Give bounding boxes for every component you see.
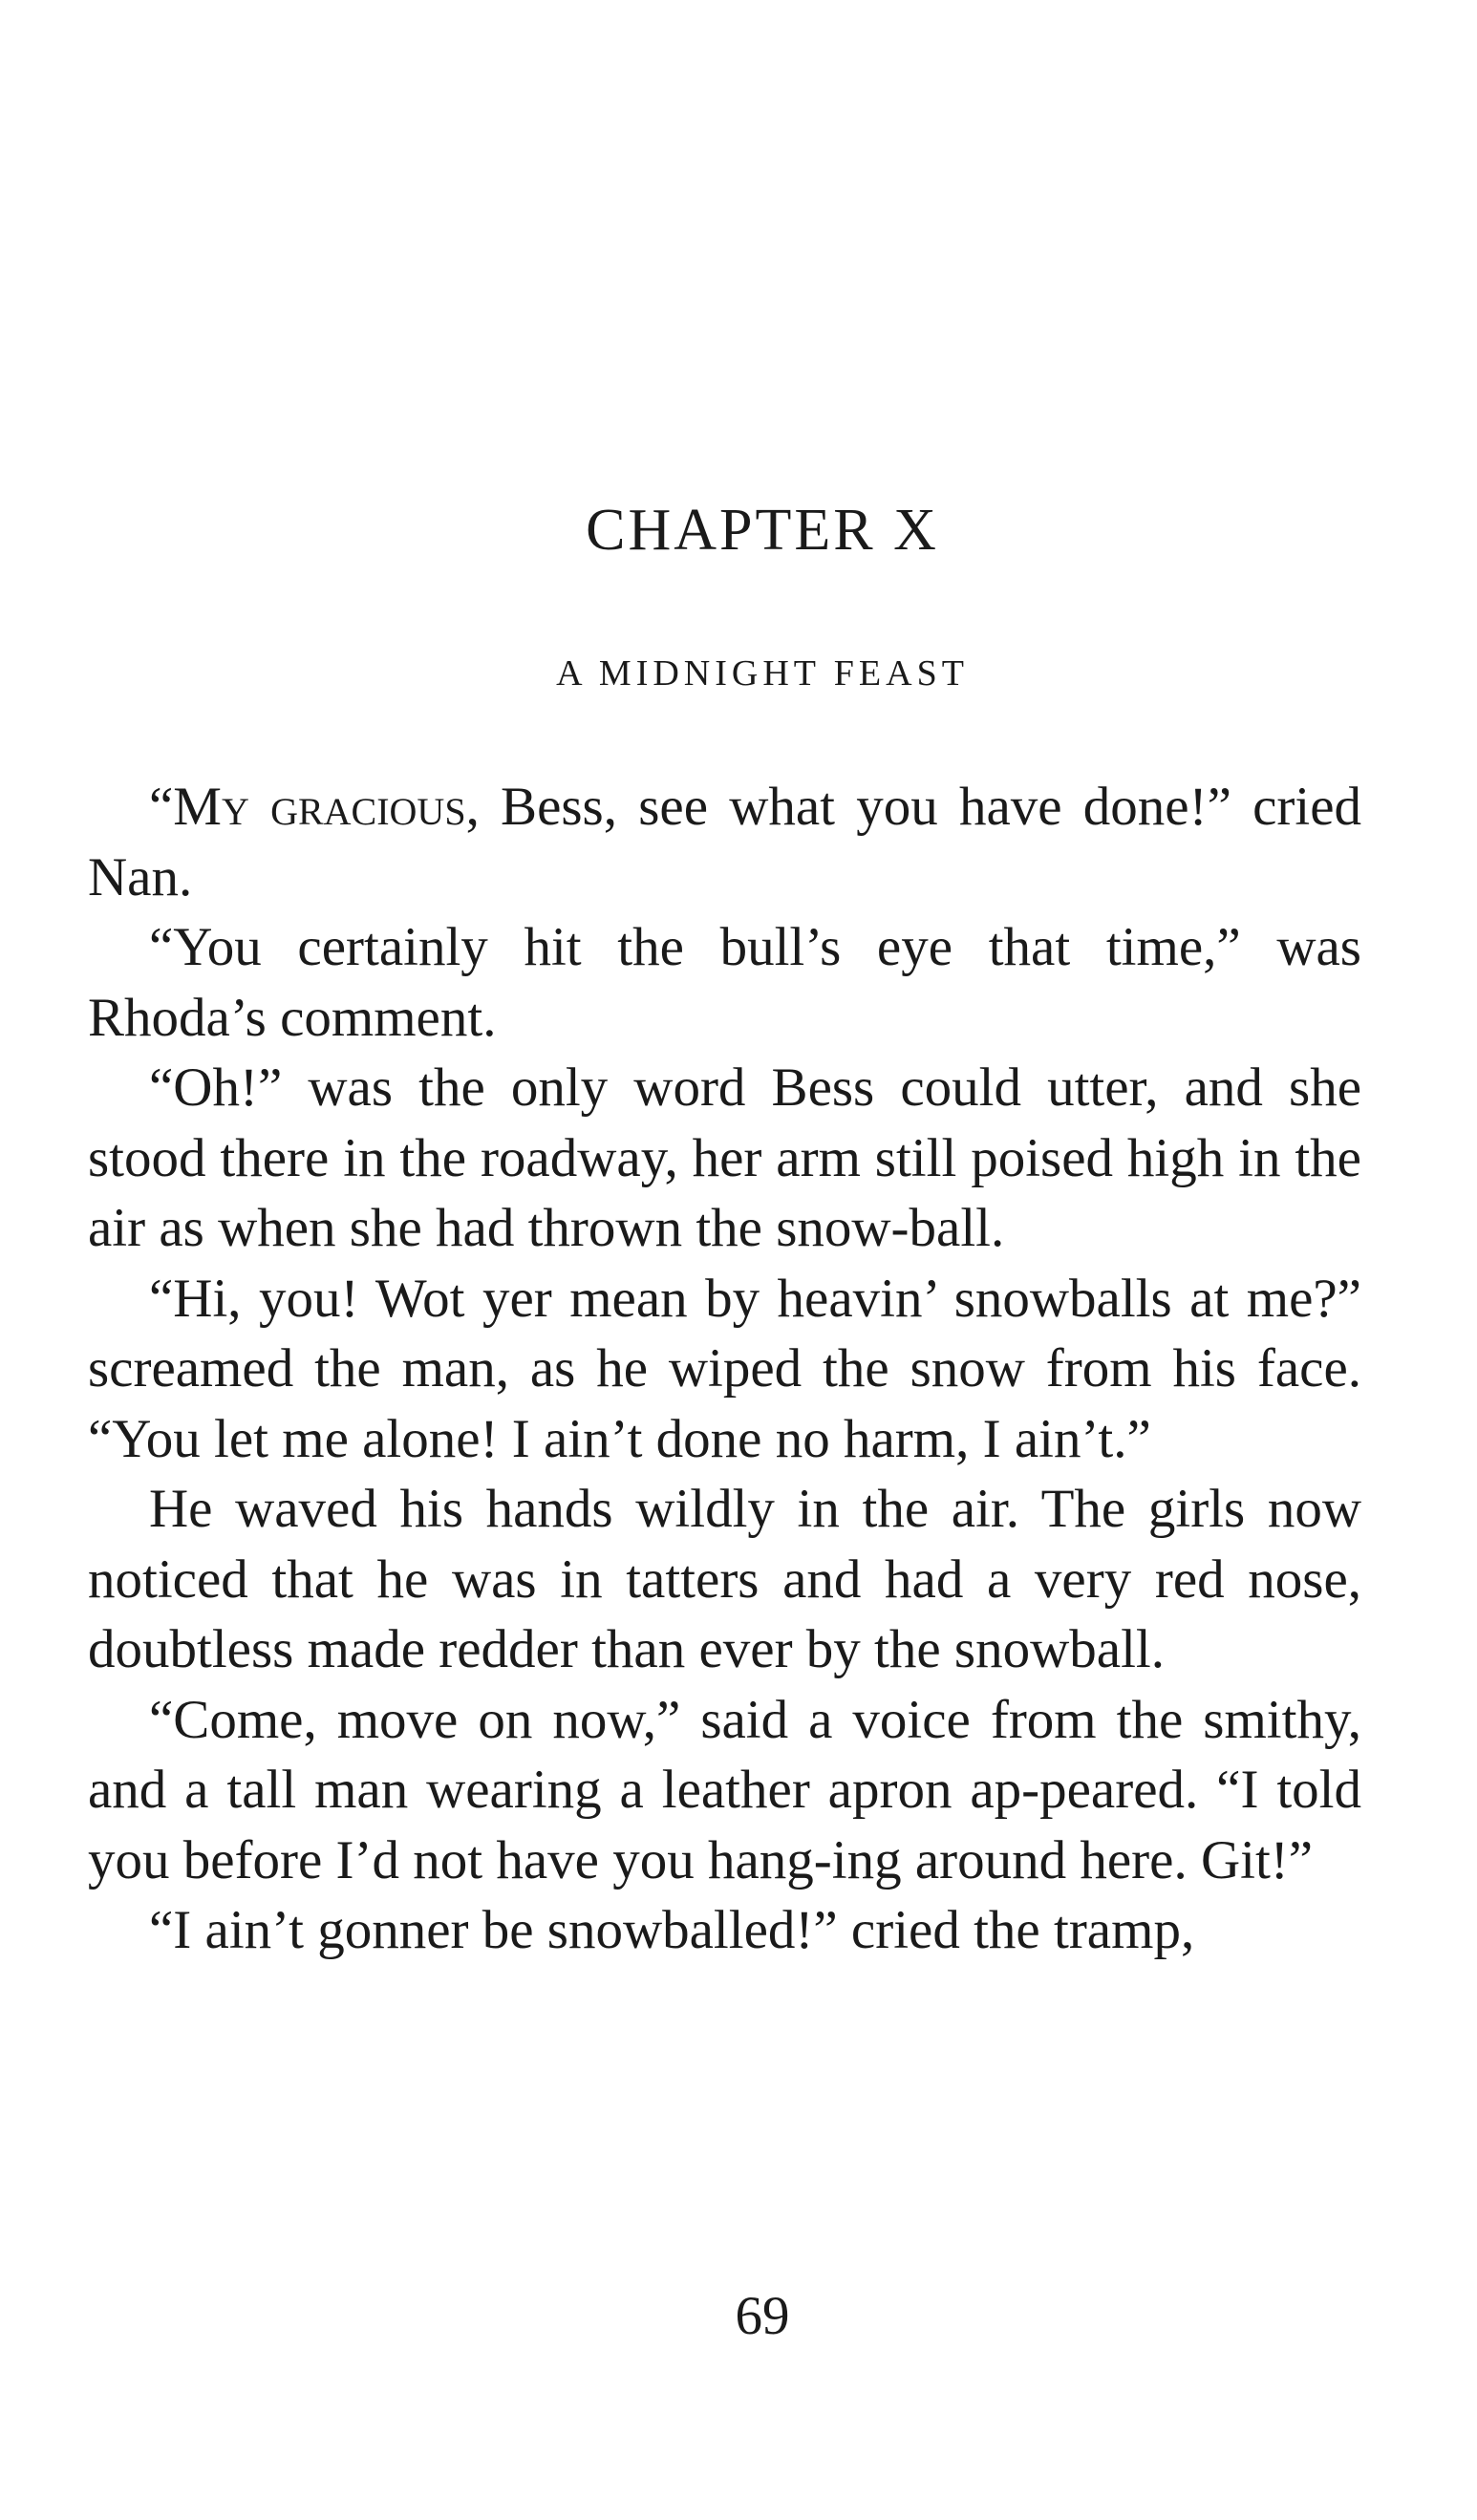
paragraph-5 [88, 1474, 1361, 1685]
paragraph-7 [88, 1895, 1361, 1966]
paragraph-1 [88, 772, 1361, 912]
page-number: 69 [735, 2286, 790, 2346]
paragraph-text: “Hi, you! Wot yer mean by heavin’ snowballs at me?” screamed the man, as he wiped the snow from his face. “You let me alone! I ain’t done no harm, I ain’t.” [88, 1268, 1361, 1469]
paragraph-text: “You certainly hit the bull’s eye that time,” was Rhoda’s comment. [88, 917, 1361, 1048]
paragraph-2 [88, 912, 1361, 1053]
paragraph-text: “Come, move on now,” said a voice from the smithy, and a tall man wearing a leather apron ap-peared. “I told you before I’d not have you hang-ing around here. Git!” [88, 1689, 1361, 1890]
paragraph-lead: “My gracious, [149, 777, 480, 837]
chapter-title: CHAPTER X [586, 498, 939, 563]
paragraph-6 [88, 1685, 1361, 1896]
paragraph-4 [88, 1264, 1361, 1475]
chapter-subtitle: A MIDNIGHT FEAST [556, 653, 969, 694]
body-text [88, 772, 1361, 1966]
paragraph-text: “Oh!” was the only word Bess could utter, and she stood there in the roadway, her arm still poised high in the air as when she had thrown the snow-ball. [88, 1057, 1361, 1258]
paragraph-text: He waved his hands wildly in the air. The girls now noticed that he was in tatters and had a very red nose, doubtless made redder than ever by the snowball. [88, 1479, 1361, 1679]
paragraph-3 [88, 1053, 1361, 1264]
paragraph-text: “I ain’t gonner be snowballed!” cried the tramp, [149, 1900, 1195, 1960]
paragraph-text: Bess, see what you have done!” cried Nan. [88, 777, 1362, 908]
